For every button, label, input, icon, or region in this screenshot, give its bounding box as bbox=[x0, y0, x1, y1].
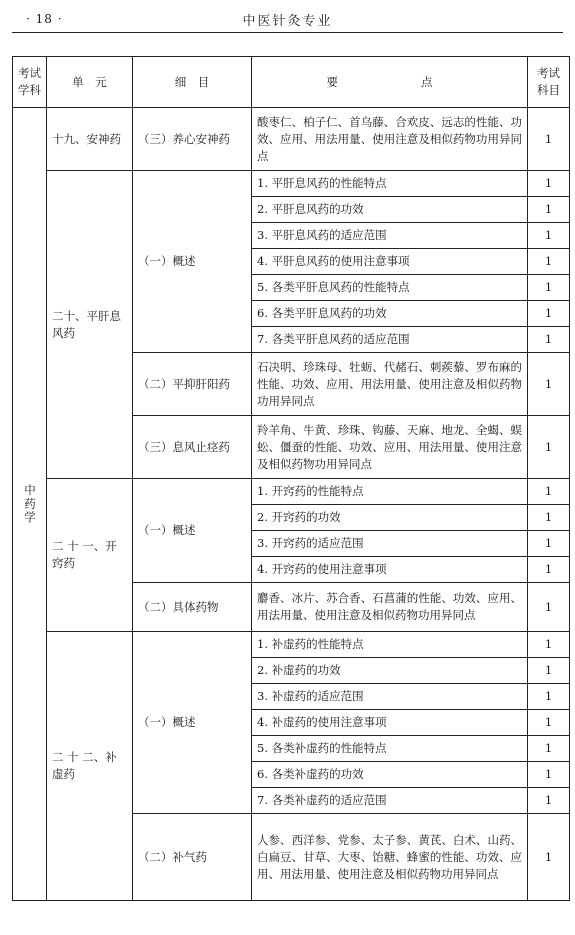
point-cell: 3. 平肝息风药的适应范围 bbox=[252, 223, 528, 249]
item-cell: （二）平抑肝阳药 bbox=[133, 353, 252, 416]
item-cell: （三）养心安神药 bbox=[133, 108, 252, 171]
table-header-row bbox=[13, 57, 570, 108]
point-cell: 7. 各类平肝息风药的适应范围 bbox=[252, 327, 528, 353]
point-cell: 6. 各类平肝息风药的功效 bbox=[252, 301, 528, 327]
unit-cell: 十九、安神药 bbox=[47, 108, 133, 171]
subject-cell: 中药学 bbox=[13, 108, 47, 901]
level-cell: 1 bbox=[528, 108, 570, 171]
point-cell: 2. 开窍药的功效 bbox=[252, 505, 528, 531]
table-row bbox=[13, 171, 570, 197]
unit-cell: 二 十 一、开窍药 bbox=[47, 479, 133, 632]
header-unit: 单 元 bbox=[47, 57, 133, 108]
unit-cell: 二十、平肝息风药 bbox=[47, 171, 133, 479]
header-subject: 考试学科 bbox=[13, 57, 47, 108]
level-cell: 1 bbox=[528, 301, 570, 327]
point-cell: 4. 平肝息风药的使用注意事项 bbox=[252, 249, 528, 275]
point-cell: 6. 各类补虚药的功效 bbox=[252, 762, 528, 788]
header-level: 考试科目 bbox=[528, 57, 570, 108]
level-cell: 1 bbox=[528, 632, 570, 658]
point-cell: 1. 补虚药的性能特点 bbox=[252, 632, 528, 658]
point-cell: 麝香、冰片、苏合香、石菖蒲的性能、功效、应用、用法用量、使用注意及相似药物功用异同点 bbox=[252, 583, 528, 632]
level-cell: 1 bbox=[528, 479, 570, 505]
level-cell: 1 bbox=[528, 736, 570, 762]
level-cell: 1 bbox=[528, 171, 570, 197]
point-cell: 人参、西洋参、党参、太子参、黄芪、白术、山药、白扁豆、甘草、大枣、饴糖、蜂蜜的性能、功效、应用、用法用量、使用注意及相似药物功用异同点 bbox=[252, 814, 528, 901]
point-cell: 2. 补虚药的功效 bbox=[252, 658, 528, 684]
level-cell: 1 bbox=[528, 710, 570, 736]
item-cell: （一）概述 bbox=[133, 479, 252, 583]
point-cell: 7. 各类补虚药的适应范围 bbox=[252, 788, 528, 814]
point-cell: 1. 开窍药的性能特点 bbox=[252, 479, 528, 505]
level-cell: 1 bbox=[528, 814, 570, 901]
point-cell: 1. 平肝息风药的性能特点 bbox=[252, 171, 528, 197]
level-cell: 1 bbox=[528, 762, 570, 788]
point-cell: 5. 各类补虚药的性能特点 bbox=[252, 736, 528, 762]
point-cell: 3. 补虚药的适应范围 bbox=[252, 684, 528, 710]
level-cell: 1 bbox=[528, 249, 570, 275]
level-cell: 1 bbox=[528, 353, 570, 416]
point-cell: 2. 平肝息风药的功效 bbox=[252, 197, 528, 223]
point-cell: 3. 开窍药的适应范围 bbox=[252, 531, 528, 557]
point-cell: 石决明、珍珠母、牡蛎、代赭石、刺蒺藜、罗布麻的性能、功效、应用、用法用量、使用注意及相似药物功用异同点 bbox=[252, 353, 528, 416]
point-cell: 酸枣仁、柏子仁、首乌藤、合欢皮、远志的性能、功效、应用、用法用量、使用注意及相似药物功用异同点 bbox=[252, 108, 528, 171]
level-cell: 1 bbox=[528, 505, 570, 531]
header-title: 中医针灸专业 bbox=[242, 14, 333, 29]
level-cell: 1 bbox=[528, 197, 570, 223]
level-cell: 1 bbox=[528, 275, 570, 301]
page-header bbox=[12, 6, 563, 33]
table-row bbox=[13, 479, 570, 505]
item-cell: （三）息风止痉药 bbox=[133, 416, 252, 479]
unit-cell: 二 十 二、补虚药 bbox=[47, 632, 133, 901]
item-cell: （一）概述 bbox=[133, 171, 252, 353]
point-cell: 5. 各类平肝息风药的性能特点 bbox=[252, 275, 528, 301]
item-cell: （一）概述 bbox=[133, 632, 252, 814]
point-cell: 4. 补虚药的使用注意事项 bbox=[252, 710, 528, 736]
level-cell: 1 bbox=[528, 327, 570, 353]
syllabus-table bbox=[12, 56, 570, 901]
header-item: 细 目 bbox=[133, 57, 252, 108]
table-row bbox=[13, 632, 570, 658]
level-cell: 1 bbox=[528, 684, 570, 710]
level-cell: 1 bbox=[528, 416, 570, 479]
table-row bbox=[13, 108, 570, 171]
item-cell: （二）具体药物 bbox=[133, 583, 252, 632]
level-cell: 1 bbox=[528, 788, 570, 814]
page-number: · 18 · bbox=[26, 12, 63, 26]
point-cell: 羚羊角、牛黄、珍珠、钩藤、天麻、地龙、全蝎、蜈蚣、僵蚕的性能、功效、应用、用法用量、使用注意及相似药物功用异同点 bbox=[252, 416, 528, 479]
item-cell: （二）补气药 bbox=[133, 814, 252, 901]
point-cell: 4. 开窍药的使用注意事项 bbox=[252, 557, 528, 583]
level-cell: 1 bbox=[528, 557, 570, 583]
level-cell: 1 bbox=[528, 583, 570, 632]
header-point: 要 点 bbox=[252, 57, 528, 108]
level-cell: 1 bbox=[528, 223, 570, 249]
level-cell: 1 bbox=[528, 658, 570, 684]
level-cell: 1 bbox=[528, 531, 570, 557]
